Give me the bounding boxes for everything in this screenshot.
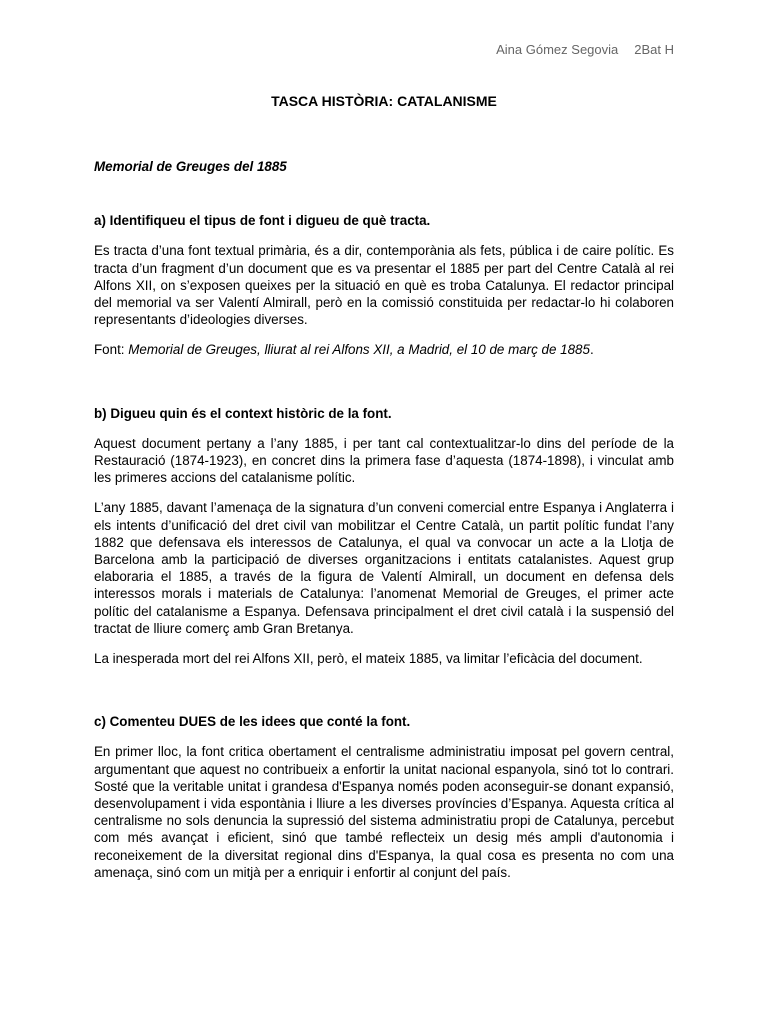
question-heading-a: a) Identifiqueu el tipus de font i digueu de què tracta. bbox=[94, 213, 431, 229]
question-heading-b: b) Digueu quin és el context històric de la font. bbox=[94, 405, 392, 421]
document-title: TASCA HISTÒRIA: CATALANISME bbox=[271, 93, 497, 109]
author-name: Aina Gómez Segovia bbox=[496, 42, 619, 57]
page-header bbox=[496, 42, 674, 57]
paragraph: En primer lloc, la font critica obertament el centralisme administratiu imposat pel govern central, argumentant que aquest no contribueix a enfortir la unitat nacional espanyola, sinó tot lo contrari. Sosté que la veritable unitat i grandesa d'Espanya només poden aconseguir-se donant expansió, desenvolupament i vida espontània i lliure a les diverses províncies d’Espanya. Aquesta crítica al centralisme no sols denuncia la supressió del sistema administratiu propi de Catalunya, percebut com més avançat i eficient, sinó que també reflecteix un desig més ampli d'autonomia i reconeixement de la diversitat regional dins d'Espanya, la qual cosa es presenta no com una amenaça, sinó com un mitjà per a enriquir i enfortir al conjunt del país. bbox=[94, 744, 674, 880]
paragraph: Es tracta d’una font textual primària, és a dir, contemporània als fets, pública i de caire polític. Es tracta d’un fragment d’un document que es va presentar el 1885 per part del Centre Català al rei Alfons XII, on s’exposen queixes per la situació en què es troba Catalunya. El redactor principal del memorial va ser Valentí Almirall, però en la comissió constituida per redactar-lo hi colaboren representants d’ideologies diverses. bbox=[94, 243, 674, 328]
source-label: Font: bbox=[94, 342, 129, 358]
question-heading-c: c) Comenteu DUES de les idees que conté la font. bbox=[94, 714, 411, 730]
source-citation bbox=[94, 341, 674, 358]
document-body bbox=[94, 158, 674, 894]
paragraph: La inesperada mort del rei Alfons XII, però, el mateix 1885, va limitar l’eficàcia del document. bbox=[94, 651, 643, 667]
source-title: Memorial de Greuges, lliurat al rei Alfons XII, a Madrid, el 10 de març de 1885 bbox=[128, 342, 590, 358]
document-subtitle: Memorial de Greuges del 1885 bbox=[94, 159, 287, 174]
class-group: 2Bat H bbox=[634, 42, 674, 57]
paragraph: Aquest document pertany a l’any 1885, i per tant cal contextualitzar-lo dins del període de la Restauració (1874-1923), en concret dins la primera fase d’aquesta (1874-1898), i vinculat amb les primeres accions del catalanisme polític. bbox=[94, 435, 674, 486]
source-end: . bbox=[589, 342, 594, 358]
paragraph: L’any 1885, davant l’amenaça de la signatura d’un conveni comercial entre Espanya i Anglaterra i els intents d’unificació del dret civil van mobilitzar el Centre Català, un partit polític fundat l’any 1882 que defensava els interessos de Catalunya, el qual va convocar un acte a la Llotja de Barcelona amb la participació de diverses organitzacions i entitats catalanistes. Aquest grup elaboraria el 1885, a través de la figura de Valentí Almirall, un document en defensa dels interessos morals i materials de Catalunya: l’anomenat Memorial de Greuges, el primer acte polític del catalanisme a Espanya. Defensava principalment el dret civil català i la suspensió del tractat de lliure comerç amb Gran Bretanya. bbox=[94, 500, 674, 636]
